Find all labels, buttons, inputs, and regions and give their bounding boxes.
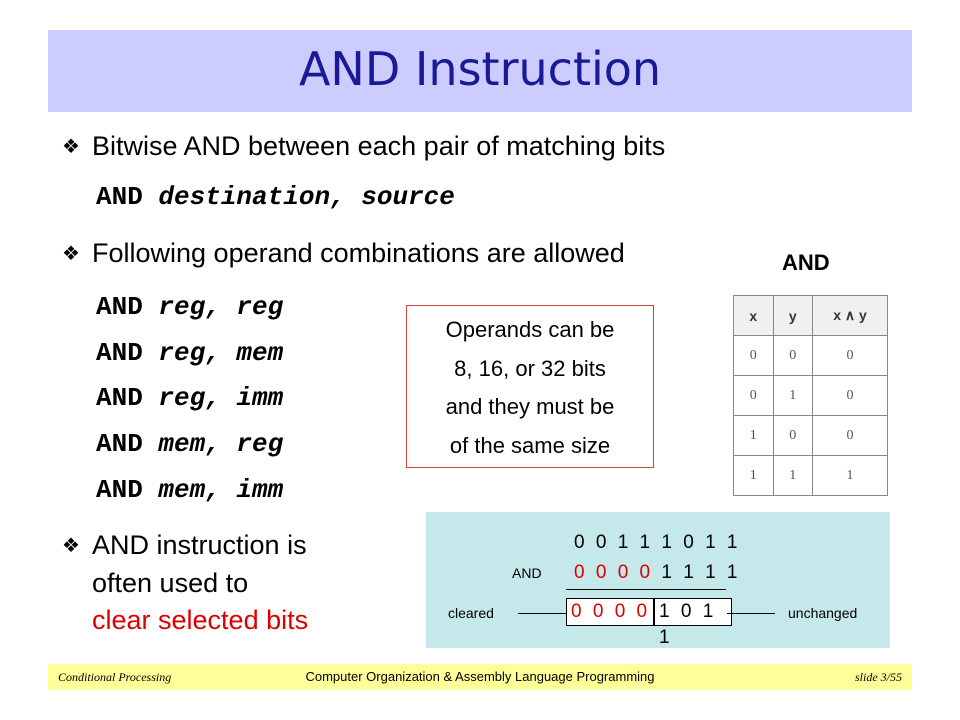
bullet-clear-bits <box>62 527 308 639</box>
combo-line <box>96 338 283 368</box>
combo-operands: mem, imm <box>158 475 284 505</box>
mask-bits <box>574 562 741 584</box>
title-bar <box>48 30 912 112</box>
syntax-operands: destination, source <box>158 182 455 212</box>
and-label: AND <box>512 565 542 581</box>
operand-size-note <box>406 305 654 468</box>
bullet-combinations-text: Following operand combinations are allowed <box>92 238 625 268</box>
bullet-bitwise-text: Bitwise AND between each pair of matching bits <box>92 131 666 161</box>
table-cell: 1 <box>734 456 774 496</box>
table-cell: 0 <box>734 336 774 376</box>
footer-course: Computer Organization & Assembly Language Programming <box>305 669 655 684</box>
bullet-bitwise <box>62 128 665 166</box>
result-zero-bits: 0 0 0 0 <box>571 601 651 622</box>
result-one-bits: 1 0 1 1 <box>659 601 717 648</box>
header-cell: x ∧ y <box>813 296 888 336</box>
operand-bits: 0 0 1 1 1 0 1 1 <box>574 532 741 553</box>
note-line: 8, 16, or 32 bits <box>454 355 606 381</box>
table-row <box>734 376 888 416</box>
bullet-clear-line2: often used to <box>92 568 249 598</box>
and-example-panel <box>426 512 890 648</box>
truth-table-title: AND <box>782 250 830 275</box>
result-unchanged-box <box>654 598 732 648</box>
diamond-bullet-icon: ❖ <box>62 243 80 265</box>
table-cell: 0 <box>813 336 888 376</box>
cleared-connector <box>518 613 566 614</box>
combo-mnemonic: AND <box>96 292 143 322</box>
result-cleared-box <box>566 598 654 626</box>
sum-line <box>566 589 726 590</box>
table-cell: 0 <box>813 376 888 416</box>
header-cell: y <box>773 296 813 336</box>
table-cell: 1 <box>773 456 813 496</box>
bullet-combinations <box>62 235 625 273</box>
table-cell: 1 <box>813 456 888 496</box>
combo-line <box>96 475 283 505</box>
diamond-bullet-icon: ❖ <box>62 136 80 158</box>
combo-line <box>96 383 283 413</box>
table-cell: 0 <box>734 376 774 416</box>
table-cell: 0 <box>813 416 888 456</box>
cleared-label: cleared <box>448 605 494 621</box>
combo-line <box>96 292 283 322</box>
table-row <box>734 336 888 376</box>
note-line: Operands can be <box>445 317 615 342</box>
table-cell: 0 <box>773 336 813 376</box>
mask-zero-bits: 0 0 0 0 <box>574 562 654 583</box>
diamond-bullet-icon: ❖ <box>62 535 80 557</box>
footer-section: Conditional Processing <box>58 670 172 684</box>
slide-title: AND Instruction <box>298 42 662 96</box>
combo-line <box>96 429 283 459</box>
table-row <box>734 416 888 456</box>
unchanged-label: unchanged <box>788 605 858 621</box>
mask-one-bits: 1 1 1 1 <box>661 562 741 583</box>
footer-slide-number: slide 3/55 <box>855 670 902 684</box>
truth-table <box>733 295 888 496</box>
table-cell: 1 <box>773 376 813 416</box>
combo-mnemonic: AND <box>96 429 143 459</box>
table-cell: 1 <box>734 416 774 456</box>
combo-mnemonic: AND <box>96 383 143 413</box>
syntax-mnemonic: AND <box>96 182 143 212</box>
table-cell: 0 <box>773 416 813 456</box>
note-line: of the same size <box>449 432 611 458</box>
combo-operands: reg, imm <box>158 383 284 413</box>
note-line: and they must be <box>445 394 615 419</box>
table-row <box>734 456 888 496</box>
bullet-clear-line3: clear selected bits <box>92 605 309 635</box>
bullet-clear-line1: AND instruction is <box>92 530 307 560</box>
unchanged-connector <box>727 613 775 614</box>
combo-mnemonic: AND <box>96 475 143 505</box>
truth-table-header <box>734 296 888 336</box>
combo-operands: reg, reg <box>158 292 284 322</box>
combo-mnemonic: AND <box>96 338 143 368</box>
combo-operands: reg, mem <box>158 338 284 368</box>
combo-operands: mem, reg <box>158 429 284 459</box>
header-cell: x <box>734 296 774 336</box>
syntax-line <box>96 182 455 212</box>
slide-footer <box>48 664 912 690</box>
